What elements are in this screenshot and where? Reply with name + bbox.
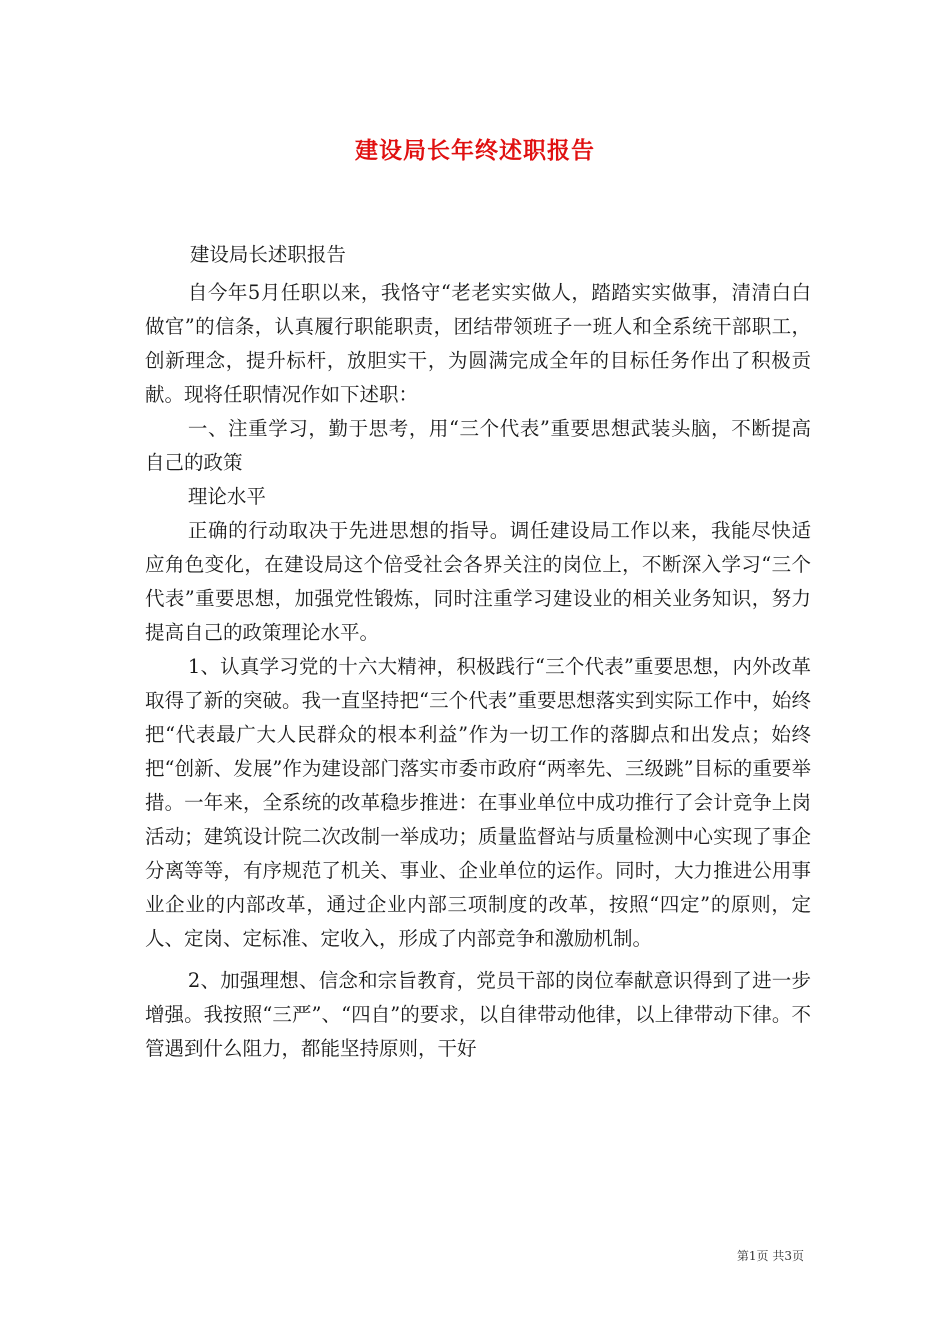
paragraph-item-2: 2、加强理想、信念和宗旨教育，党员干部的岗位奉献意识得到了进一步增强。我按照“三严”、“四自”的要求，以自律带动他律，以上律带动下律。不管遇到什么阻力，都能坚持原则，干好 — [145, 969, 811, 1060]
section-heading-1: 一、注重学习，勤于思考，用“三个代表”重要思想武装头脑，不断提高自己的政策 — [145, 417, 811, 474]
document-body — [145, 238, 811, 1066]
document-subtitle: 建设局长述职报告 — [189, 243, 346, 266]
paragraph-item-1: 1、认真学习党的十六大精神，积极践行“三个代表”重要思想，内外改革取得了新的突破。我一直坚持把“三个代表”重要思想落实到实际工作中，始终把“代表最广大人民群众的根本利益”作为一切工作的落脚点和出发点；始终把“创新、发展”作为建设部门落实市委市政府“两率先、三级跳”目标的重要举措。一年来，全系统的改革稳步推进：在事业单位中成功推行了会计竞争上岗活动；建筑设计院二次改制一举成功；质量监督站与质量检测中心实现了事企分离等等，有序规范了机关、事业、企业单位的运作。同时，大力推进公用事业企业的内部改革，通过企业内部三项制度的改革，按照“四定”的原则，定人、定岗、定标准、定收入，形成了内部竞争和激励机制。 — [145, 655, 811, 950]
paragraph-section-1: 正确的行动取决于先进思想的指导。调任建设局工作以来，我能尽快适应角色变化，在建设局这个倍受社会各界关注的岗位上，不断深入学习“三个代表”重要思想，加强党性锻炼，同时注重学习建设业的相关业务知识，努力提高自己的政策理论水平。 — [145, 519, 811, 644]
page-title: 建设局长年终述职报告 — [355, 137, 595, 164]
section-heading-1-continued: 理论水平 — [187, 485, 266, 508]
paragraph-intro: 自今年5月任职以来，我恪守“老老实实做人，踏踏实实做事，清清白白做官”的信条，认真履行职能职责，团结带领班子一班人和全系统干部职工，创新理念，提升标杆，放胆实干，为圆满完成全年的目标任务作出了积极贡献。现将任职情况作如下述职： — [145, 281, 811, 406]
page-number: 第1页 共3页 — [736, 1249, 804, 1263]
